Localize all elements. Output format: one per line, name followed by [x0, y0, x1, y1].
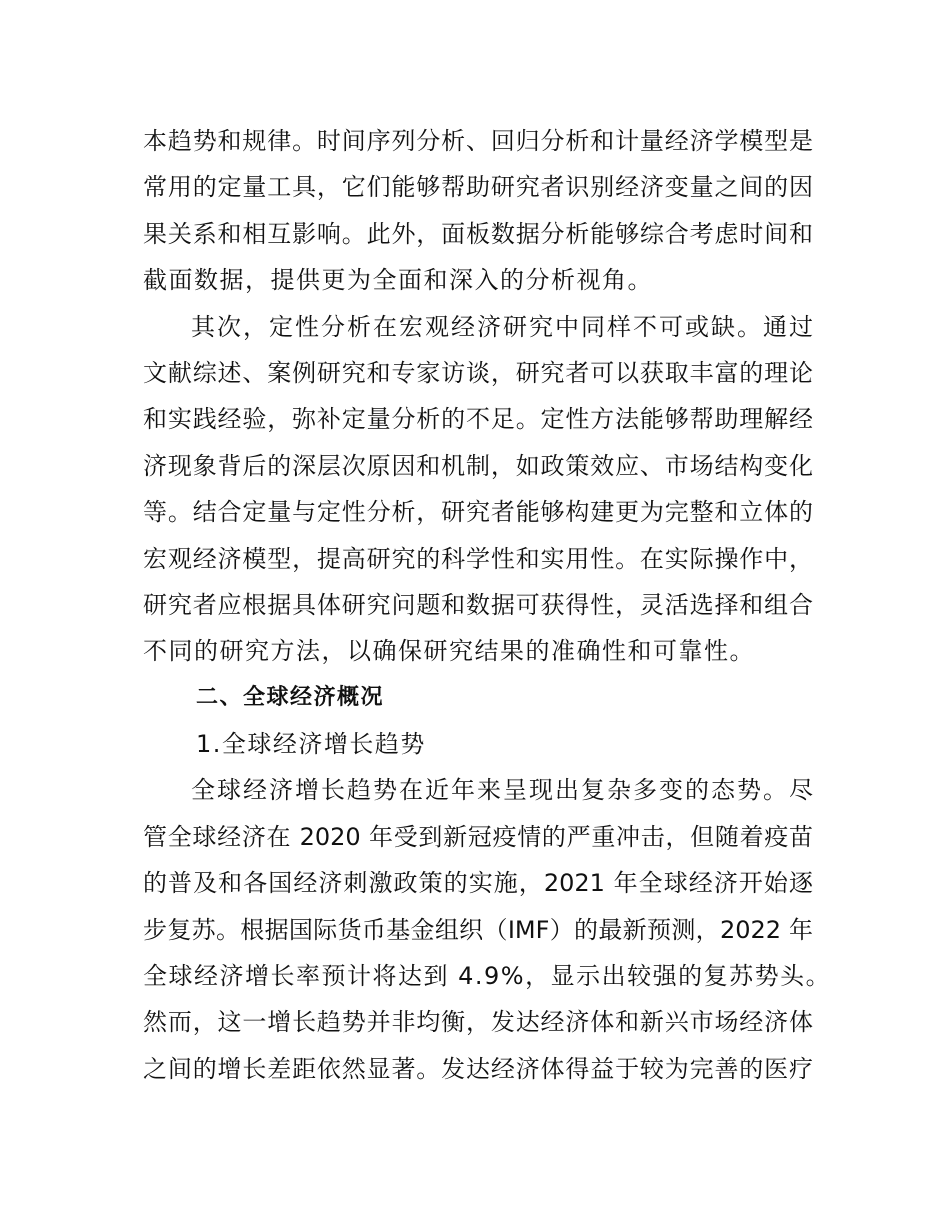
text-line: 之间的增长差距依然显著。发达经济体得益于较为完善的医疗: [143, 1054, 813, 1083]
section-heading: 二、全球经济概况: [196, 684, 385, 710]
text-line: 然而，这一增长趋势并非均衡，发达经济体和新兴市场经济体: [143, 1008, 813, 1037]
text-line: 文献综述、案例研究和专家访谈，研究者可以获取丰富的理论: [143, 358, 813, 387]
subsection-heading: 1.全球经济增长趋势: [196, 730, 426, 759]
text-line: 不同的研究方法，以确保研究结果的准确性和可靠性。: [143, 637, 755, 666]
document-body: [143, 118, 832, 1092]
text-line: 济现象背后的深层次原因和机制，如政策效应、市场结构变化: [143, 451, 813, 480]
text-line: 步复苏。根据国际货币基金组织（IMF）的最新预测，2022 年: [143, 915, 813, 944]
text-line: 和实践经验，弥补定量分析的不足。定性方法能够帮助理解经: [143, 405, 813, 434]
text-line: 宏观经济模型，提高研究的科学性和实用性。在实际操作中，: [143, 544, 813, 573]
text-line: 常用的定量工具，它们能够帮助研究者识别经济变量之间的因: [143, 173, 813, 202]
text-line: 果关系和相互影响。此外，面板数据分析能够综合考虑时间和: [143, 219, 813, 248]
paragraph-first-line: 其次，定性分析在宏观经济研究中同样不可或缺。通过: [191, 312, 813, 341]
text-line: 全球经济增长率预计将达到 4.9%，显示出较强的复苏势头。: [143, 962, 832, 991]
text-line: 截面数据，提供更为全面和深入的分析视角。: [143, 266, 653, 295]
text-line: 的普及和各国经济刺激政策的实施，2021 年全球经济开始逐: [143, 869, 813, 898]
text-line: 研究者应根据具体研究问题和数据可获得性，灵活选择和组合: [143, 590, 813, 619]
paragraph-first-line: 全球经济增长趋势在近年来呈现出复杂多变的态势。尽: [191, 776, 813, 805]
text-line: 管全球经济在 2020 年受到新冠疫情的严重冲击，但随着疫苗: [143, 822, 813, 851]
text-line: 等。结合定量与定性分析，研究者能够构建更为完整和立体的: [143, 498, 813, 527]
text-line: 本趋势和规律。时间序列分析、回归分析和计量经济学模型是: [143, 127, 813, 155]
